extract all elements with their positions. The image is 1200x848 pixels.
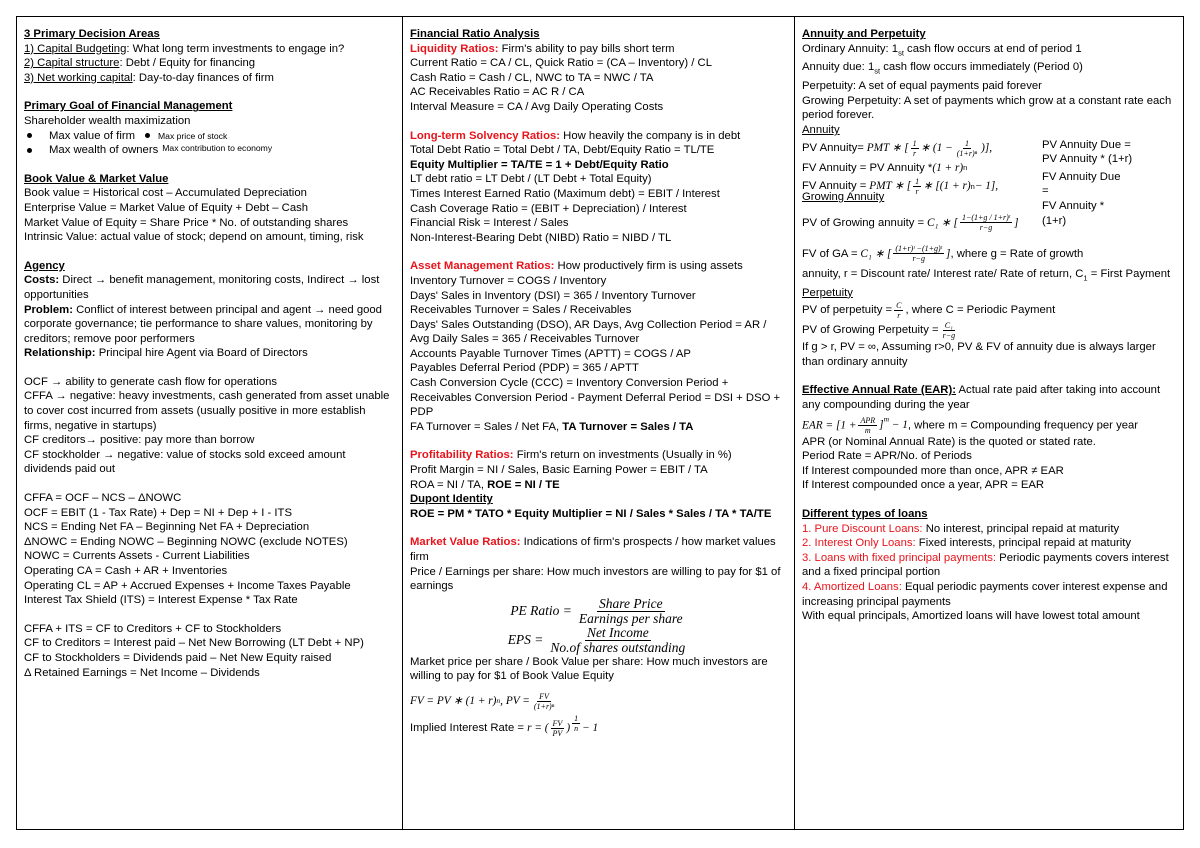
pv-growing-perpetuity: PV of Growing Perpetuity = $\frac{\text{C₁}}{r-g}$ bbox=[802, 320, 956, 340]
label: Profitability Ratios: bbox=[410, 449, 514, 462]
text-line: Operating CA = Cash + AR + Inventories bbox=[24, 565, 228, 577]
fv-formula bbox=[410, 692, 787, 711]
decision-areas-title: 3 Primary Decision Areas bbox=[24, 28, 160, 40]
text-line: CFFA = OCF – NCS – ΔNOWC bbox=[24, 492, 182, 505]
text-line: Cash Conversion Cycle (CCC) = Inventory Conversion Period + Receivables Conversion Period - Payment Deferral Period = DSI + DSO + PDP bbox=[410, 377, 781, 419]
text: PV Annuity * (1+r) bbox=[1042, 153, 1133, 166]
text: Implied Interest Rate = bbox=[410, 722, 524, 735]
fraction bbox=[548, 626, 687, 655]
denominator: No.of shares outstanding bbox=[550, 639, 686, 655]
pv-growing-annuity: PV of Growing annuity = C₁ ∗ [ $\frac{\text{1−(1+g / 1+r)ᵗ}}{r-g}$ ] bbox=[802, 213, 1019, 233]
annuity-due-notes bbox=[1042, 138, 1132, 229]
text-line: Inventory Turnover = COGS / Inventory bbox=[410, 274, 607, 287]
loan-item: 4. Amortized Loans: Equal periodic payments cover interest expense and increasing principal payments bbox=[802, 580, 1168, 608]
bullet-icon bbox=[27, 133, 32, 138]
text-line: ΔNOWC = Ending NOWC – Beginning NOWC (exclude NOTES) bbox=[24, 535, 348, 548]
text: Conflict of interest between principal and agent → need good corporate governance; tie performance to share values, monitoring by creditors; remove poor performers bbox=[24, 303, 382, 345]
ear-formula: EAR = [1 + $\frac{\text{APR}}{m}$ ]$^m$ − 1, where m = Compounding frequency per year bbox=[802, 414, 1139, 435]
exponent: n bbox=[496, 696, 501, 706]
ear-heading: Effective Annual Rate (EAR): Actual rate paid after taking into account any compounding during the year bbox=[802, 384, 1161, 412]
text: Direct → benefit management, monitoring costs, Indirect → lost opportunities bbox=[24, 274, 380, 301]
denominator: (1+r)ⁿ bbox=[533, 701, 555, 711]
text-line: Financial Risk = Interest / Sales bbox=[410, 217, 569, 230]
bullet-item bbox=[24, 129, 395, 144]
dupont-title: Dupont Identity bbox=[410, 493, 493, 506]
annuity-block bbox=[802, 138, 1176, 229]
label: Long-term Solvency Ratios: bbox=[410, 129, 561, 142]
net-working-capital-desc: : Day-to-day finances of firm bbox=[132, 71, 274, 84]
primary-goal-sub: Shareholder wealth maximization bbox=[24, 114, 191, 127]
solvency-heading bbox=[410, 129, 787, 144]
numerator: FV bbox=[539, 691, 549, 701]
text-line: annuity, r = Discount rate/ Interest rate/ Rate of return, $C_1$ = First Payment bbox=[802, 267, 1171, 283]
text-line: Operating CL = AP + Accrued Expenses + Income Taxes Payable bbox=[24, 579, 351, 592]
bullet-icon bbox=[145, 133, 150, 138]
text: Firm's ability to pay bills short term bbox=[498, 42, 675, 55]
loans-title: Different types of loans bbox=[802, 508, 928, 520]
bullet-item bbox=[24, 143, 395, 158]
annuity-perpetuity-title: Annuity and Perpetuity bbox=[802, 28, 926, 40]
roe-formula: ROE = PM * TATO * Equity Multiplier = NI / Sales * Sales / TA * TA/TE bbox=[410, 507, 772, 520]
text-line: Times Interest Earned Ratio (Maximum debt) = EBIT / Interest bbox=[410, 187, 720, 200]
text-line: Market price per share / Book Value per share: How much investors are willing to pay for $1 of Book Value Equity bbox=[410, 655, 768, 683]
capital-budgeting: 1) Capital Budgeting bbox=[24, 42, 127, 55]
text-line: Receivables Turnover = Sales / Receivables bbox=[410, 304, 632, 317]
text-line: LT debt ratio = LT Debt / (LT Debt + Total Equity) bbox=[410, 173, 652, 186]
pv-perpetuity: PV of perpetuity = $\frac{C}{r}$ , where C = Periodic Payment bbox=[802, 300, 1056, 320]
market-value-heading bbox=[410, 535, 787, 564]
text: How productively firm is using assets bbox=[554, 260, 743, 273]
primary-goal-title: Primary Goal of Financial Management bbox=[24, 100, 233, 113]
agency-title: Agency bbox=[24, 259, 65, 272]
text-line: Interval Measure = CA / Avg Daily Operating Costs bbox=[410, 100, 664, 113]
text: r = ( bbox=[527, 722, 549, 735]
label: Asset Management Ratios: bbox=[410, 260, 555, 273]
label: Liquidity Ratios: bbox=[410, 42, 499, 55]
exponent-fraction bbox=[572, 714, 580, 733]
label: Problem: bbox=[24, 303, 73, 316]
loan-item: 1. Pure Discount Loans: No interest, principal repaid at maturity bbox=[802, 522, 1120, 535]
text-line: Equity Multiplier = TA/TE = 1 + Debt/Equity Ratio bbox=[410, 158, 669, 171]
text-line: CF stockholder → negative: value of stocks sold exceed amount dividends paid out bbox=[24, 448, 346, 476]
fv-annuity-2: FV Annuity = PMT ∗ [ $\frac{1}{r}$ ∗ [(1 + r) n − 1], bbox=[802, 177, 999, 197]
text-line: OCF = EBIT (1 - Tax Rate) + Dep = NI + Dep + I - ITS bbox=[24, 506, 292, 519]
ratio-analysis-title: Financial Ratio Analysis bbox=[410, 28, 540, 40]
text-line: If g > r, PV = ∞, Assuming r>0, PV & FV of annuity due is always larger than ordinary annuity bbox=[802, 341, 1156, 368]
text: ROA = NI / TA, bbox=[410, 478, 488, 491]
label: Relationship: bbox=[24, 347, 96, 360]
numerator: Net Income bbox=[586, 624, 649, 640]
text-line: Total Debt Ratio = Total Debt / TA, Debt/Equity Ratio = TL/TE bbox=[410, 144, 715, 157]
denominator: PV bbox=[552, 728, 563, 738]
text-line: Perpetuity: A set of equal payments paid forever bbox=[802, 80, 1042, 93]
annuity-formulas bbox=[802, 138, 1032, 229]
implied-rate-formula: Implied Interest Rate = r = ( $\frac{FV}{PV}$ ) $\frac{1}{n}$ − 1 bbox=[410, 713, 599, 738]
text-line: OCF → ability to generate cash flow for operations bbox=[24, 375, 278, 388]
text: TA Turnover = Sales / TA bbox=[562, 420, 694, 433]
text-line: Payables Deferral Period (PDP) = 365 / APTT bbox=[410, 362, 639, 375]
text-line bbox=[410, 420, 787, 435]
net-working-capital: 3) Net working capital bbox=[24, 71, 133, 84]
label: Costs: bbox=[24, 274, 60, 287]
growing-annuity-subtitle: Growing Annuity bbox=[802, 191, 885, 204]
profitability-heading bbox=[410, 448, 787, 463]
text: (1+r) bbox=[1042, 214, 1067, 227]
text-line: Days' Sales Outstanding (DSO), AR Days, Avg Collection Period = AR / Avg Daily Sales = 365 / Receivables Turnover bbox=[410, 318, 767, 346]
text-line: Growing Perpetuity: A set of payments which grow at a constant rate each period forever. bbox=[802, 94, 1172, 122]
text: Firm's return on investments (Usually in %) bbox=[513, 449, 732, 462]
column-3 bbox=[795, 17, 1183, 829]
text: How heavily the company is in debt bbox=[560, 129, 741, 142]
agency-problem bbox=[24, 303, 395, 347]
text: − 1 bbox=[582, 722, 599, 735]
book-value-title: Book Value & Market Value bbox=[24, 172, 169, 185]
column-1 bbox=[17, 17, 403, 829]
text-line: Ordinary Annuity: $1_{st}$ cash flow occurs at end of period 1 bbox=[802, 42, 1082, 57]
text-line: If Interest compounded more than once, APR ≠ EAR bbox=[802, 464, 1064, 477]
text: PE Ratio = bbox=[510, 602, 572, 618]
text-line: NCS = Ending Net FA – Beginning Net FA + Depreciation bbox=[24, 521, 310, 534]
text-line: Intrinsic Value: actual value of stock; depend on amount, timing, risk bbox=[24, 231, 364, 244]
bullet-note: Max price of stock bbox=[158, 130, 228, 141]
bullet-note: Max contribution to economy bbox=[162, 142, 273, 153]
perpetuity-subtitle: Perpetuity bbox=[802, 286, 853, 299]
text-line: CF to Stockholders = Dividends paid – Net New Equity raised bbox=[24, 651, 332, 664]
text-line: Enterprise Value = Market Value of Equity + Debt – Cash bbox=[24, 201, 309, 214]
text-line: Non-Interest-Bearing Debt (NIBD) Ratio = NIBD / TL bbox=[410, 231, 672, 244]
text-line: APR (or Nominal Annual Rate) is the quoted or stated rate. bbox=[802, 435, 1096, 448]
text: = bbox=[1042, 185, 1049, 198]
loan-item: 3. Loans with fixed principal payments: Periodic payments covers interest and a fixed principal portion bbox=[802, 551, 1169, 579]
text-line: If Interest compounded once a year, APR = EAR bbox=[802, 479, 1045, 492]
text: FV Annuity Due bbox=[1042, 170, 1121, 183]
fv-annuity-1: FV Annuity = PV Annuity * (1 + r) n bbox=[802, 161, 968, 174]
asset-mgmt-heading bbox=[410, 259, 787, 274]
loan-item: 2. Interest Only Loans: Fixed interests, principal repaid at maturity bbox=[802, 537, 1132, 550]
text-line: CFFA + ITS = CF to Creditors + CF to Stockholders bbox=[24, 622, 282, 635]
text-line: Cash Ratio = Cash / CL, NWC to TA = NWC / TA bbox=[410, 71, 654, 84]
agency-costs bbox=[24, 273, 395, 302]
text: Principal hire Agent via Board of Directors bbox=[95, 347, 308, 360]
text-line: AC Receivables Ratio = AC R / CA bbox=[410, 86, 585, 99]
text-line: CFFA → negative: heavy investments, cash generated from asset unable to cover cost incurred from assets (usually positive in more establish firms, negative in startups) bbox=[24, 390, 390, 432]
label: Market Value Ratios: bbox=[410, 536, 521, 549]
text-line: Book value = Historical cost – Accumulated Depreciation bbox=[24, 187, 307, 200]
fv-growing-annuity: FV of GA = C₁ ∗ [ $\frac{\text{(1+r)ᵗ −(1+g)ᵗ}}{r-g}$ ] , where g = Rate of growth bbox=[802, 244, 1084, 264]
bullet-icon bbox=[27, 148, 32, 153]
text-line: Market Value of Equity = Share Price * No. of outstanding shares bbox=[24, 216, 349, 229]
agency-relationship bbox=[24, 346, 395, 361]
liquidity-heading bbox=[410, 42, 787, 57]
denominator: Earnings per share bbox=[578, 610, 683, 626]
cheat-sheet bbox=[16, 16, 1184, 830]
bullet-text: Max wealth of owners bbox=[49, 144, 159, 157]
capital-structure-desc: : Debt / Equity for financing bbox=[119, 57, 256, 70]
text-line: Profit Margin = NI / Sales, Basic Earning Power = EBIT / TA bbox=[410, 464, 708, 477]
text-line bbox=[410, 478, 787, 493]
text-line: Cash Coverage Ratio = (EBIT + Depreciation) / Interest bbox=[410, 202, 687, 215]
capital-budgeting-desc: : What long term investments to engage in? bbox=[126, 42, 345, 55]
text-line: CF to Creditors = Interest paid – Net New Borrowing (LT Debt + NP) bbox=[24, 637, 364, 650]
capital-structure: 2) Capital structure bbox=[24, 57, 120, 70]
numerator: Share Price bbox=[598, 595, 663, 611]
text-line: CF creditors→ positive: pay more than borrow bbox=[24, 434, 255, 447]
text-line: Interest Tax Shield (ITS) = Interest Expense * Tax Rate bbox=[24, 594, 298, 607]
text: Indications of firm's prospects / how market values firm bbox=[410, 536, 776, 563]
eps-formula bbox=[410, 626, 787, 655]
pe-formula bbox=[410, 597, 787, 626]
text-line: Period Rate = APR/No. of Periods bbox=[802, 450, 972, 463]
text: EPS = bbox=[507, 631, 544, 647]
numerator: FV bbox=[552, 718, 563, 728]
denominator: n bbox=[574, 723, 579, 733]
text-line: Price / Earnings per share: How much investors are willing to pay for $1 of earnings bbox=[410, 565, 781, 593]
text: ROE = NI / TE bbox=[487, 478, 560, 491]
text: FV Annuity * bbox=[1042, 200, 1105, 213]
text: FV = PV ∗ (1 + r) bbox=[410, 695, 497, 708]
text: , PV = bbox=[500, 695, 530, 708]
numerator: 1 bbox=[574, 713, 579, 723]
text-line: NOWC = Currents Assets - Current Liabilities bbox=[24, 550, 250, 563]
fraction bbox=[551, 719, 565, 738]
text: FA Turnover = Sales / Net FA, bbox=[410, 420, 563, 433]
pv-annuity: PV Annuity= PMT ∗ [ $\frac{1}{r}$ ∗ (1 − $\frac{1}{\text{(1+r)ⁿ}}$ )], bbox=[802, 139, 993, 159]
text-line: Days' Sales in Inventory (DSI) = 365 / Inventory Turnover bbox=[410, 289, 696, 302]
text-line: Current Ratio = CA / CL, Quick Ratio = (CA – Inventory) / CL bbox=[410, 57, 712, 70]
text-line: Annuity due: $1_{st}$ cash flow occurs immediately (Period 0) bbox=[802, 61, 1083, 76]
text: PV Annuity Due = bbox=[1042, 138, 1131, 151]
column-2 bbox=[403, 17, 795, 829]
fraction bbox=[577, 597, 685, 626]
annuity-subtitle: Annuity bbox=[802, 124, 840, 137]
fraction bbox=[532, 692, 556, 711]
text-line: With equal principals, Amortized loans will have lowest total amount bbox=[802, 610, 1140, 623]
bullet-text: Max value of firm bbox=[49, 129, 136, 142]
text-line: Δ Retained Earnings = Net Income – Dividends bbox=[24, 666, 260, 679]
text-line: Accounts Payable Turnover Times (APTT) = COGS / AP bbox=[410, 347, 691, 360]
